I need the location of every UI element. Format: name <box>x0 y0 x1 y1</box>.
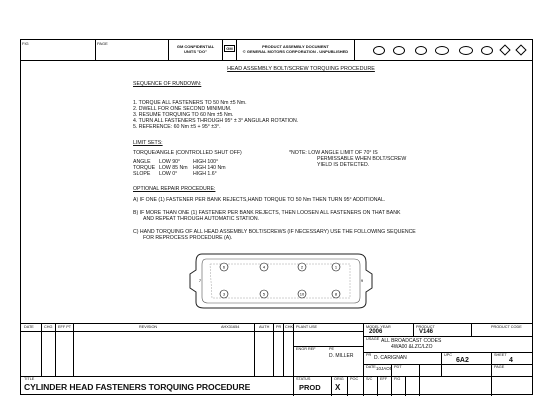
auth-column-label: AUTH <box>259 325 270 329</box>
note-line-1: *NOTE: LOW ANGLE LIMIT OF 70° IS <box>289 150 378 156</box>
divider <box>254 324 255 376</box>
bolt-label-7: 7 <box>198 278 202 283</box>
divider <box>405 376 406 396</box>
title-top-line <box>21 376 532 377</box>
title-label: TITLE <box>24 377 35 381</box>
limit-angle-high: HIGH 100° <box>193 159 219 165</box>
badge-icon-5 <box>459 46 473 55</box>
sheet-label: SHEET <box>494 353 507 357</box>
sheet-value: 4 <box>509 357 513 364</box>
badge-icon-4 <box>435 46 449 55</box>
step-4: 4. TURN ALL FASTENERS THROUGH 95° ± 3° ANGULAR ROTATION. <box>133 118 299 124</box>
procedure-title: HEAD ASSEMBLY BOLT/SCREW TORQUING PROCEDURE <box>227 66 375 72</box>
divider <box>419 364 420 396</box>
upc-value: 6A2 <box>456 357 469 364</box>
date2-value: 10JAO5 <box>376 366 393 371</box>
document-title: CYLINDER HEAD FASTENERS TORQUING PROCEDURE <box>24 382 251 392</box>
bolt-label-2: 2 <box>300 264 304 270</box>
divider <box>491 352 492 396</box>
limit-heading: LIMIT SETS: <box>133 140 163 146</box>
diamond-icon-2 <box>515 44 526 55</box>
bolt-label-10: 10 <box>299 291 305 297</box>
bolt-label-1: 1 <box>334 264 338 270</box>
usage-label: USAGE <box>366 337 380 341</box>
poc-label: POC <box>350 377 359 381</box>
confidential-field <box>169 40 223 60</box>
orig-value: X <box>335 383 341 392</box>
pe-value: D. MILLER <box>329 353 354 359</box>
page-field <box>96 40 169 60</box>
eff-label: EFF <box>380 377 388 381</box>
eff-column-label: EFF PT <box>58 325 72 329</box>
bolt-label-3: 3 <box>222 291 226 297</box>
bolt-label-9: 9 <box>360 278 364 283</box>
pe-label: PE <box>329 347 335 351</box>
note-line-3: YIELD IS DETECTED. <box>317 162 370 168</box>
pr-column-label: PR <box>276 325 282 329</box>
sequence-heading: SEQUENCE OF RUNDOWN: <box>133 81 202 87</box>
confidential-line1: GM CONFIDENTIAL <box>176 44 215 49</box>
usage-line-1: ALL BROADCAST CODES <box>381 338 442 344</box>
badge-icon-1 <box>373 46 385 55</box>
product-doc-copyright: © GENERAL MOTORS CORPORATION - UNPUBLISHED <box>242 49 349 54</box>
model-year-label: MODEL YEAR <box>366 325 391 329</box>
bolt-label-8: 8 <box>334 291 338 297</box>
divider <box>363 324 364 396</box>
divider <box>283 324 284 376</box>
divider <box>273 324 274 376</box>
badge-icon-2 <box>393 46 405 55</box>
limit-subheading: TORQUE/ANGLE (CONTROLLED SHUT OFF) <box>133 150 242 156</box>
model-year-value: 2006 <box>369 329 383 335</box>
fig-label-footer: FIG <box>394 377 401 381</box>
status-label: STATUS <box>296 377 311 381</box>
document-header <box>21 40 532 61</box>
limit-angle-label: ANGLE <box>133 159 151 165</box>
repair-heading: OPTIONAL REPAIR PROCEDURE: <box>133 186 216 192</box>
note-line-2: PERMISSABLE WHEN BOLT/SCREW <box>317 156 407 162</box>
repair-c: C) HAND TORQUING OF ALL HEAD ASSEMBLY BOLT/SCREWS (IF NECESSARY) USE THE FOLLOWING SEQUENCE <box>133 229 416 235</box>
confidential-line2: UNITS "DO" <box>184 49 207 54</box>
chk-column-label: CHK <box>285 325 294 329</box>
orig-label: ORIG <box>334 377 344 381</box>
product-doc-field <box>237 40 355 60</box>
bolt-label-5: 5 <box>262 291 266 297</box>
step-1: 1. TORQUE ALL FASTENERS TO 50 Nm ±5 Nm. <box>133 100 247 106</box>
divider <box>347 376 348 396</box>
product-doc-title: PRODUCT ASSEMBLY DOCUMENT <box>262 44 329 49</box>
fig-label: FIG <box>22 41 29 46</box>
divider <box>363 364 532 365</box>
gm-logo <box>223 40 237 60</box>
gm-logo-text: GM <box>226 46 233 51</box>
divider <box>41 324 42 376</box>
pdt-label: PDT <box>394 365 402 369</box>
limit-angle-low: LOW 90° <box>159 159 181 165</box>
divider <box>55 324 56 376</box>
limit-slope-low: LOW 0° <box>159 171 178 177</box>
page-label: PAGE <box>97 41 108 46</box>
revision-number: AHX31654 <box>221 325 240 329</box>
date2-label: DATE <box>366 365 376 369</box>
divider <box>363 336 532 337</box>
step-5: 5. REFERENCE: 60 Nm ±5 + 95° ±3°. <box>133 124 221 130</box>
limit-torque-high: HIGH 140 Nm <box>193 165 226 171</box>
document-frame <box>20 39 533 395</box>
product-code-label: PRODUCT CODE <box>491 325 522 329</box>
repair-b: B) IF MORE THAN ONE (1) FASTENER PER BANK REJECTS, THEN LOOSEN ALL FASTENERS ON THAT BANK <box>133 210 401 216</box>
cylinder-head-diagram <box>188 250 374 312</box>
fig-field <box>21 40 96 60</box>
pr-by-value: D. CARIGNAN <box>374 355 407 361</box>
bolt-label-4: 4 <box>262 264 266 270</box>
divider <box>331 376 332 396</box>
plant-use-label: PLANT USE <box>296 325 318 329</box>
status-value: PROD <box>299 383 321 392</box>
usage-line-2: 4WA00 &LZC/LZO <box>391 344 433 350</box>
product-label: PRODUCT <box>416 325 435 329</box>
step-3: 3. RESUME TORQUING TO 60 Nm ±5 Nm. <box>133 112 234 118</box>
date-column-label: DATE <box>24 325 34 329</box>
title-block <box>21 323 532 395</box>
page-label-footer: PAGE <box>494 365 505 369</box>
divider <box>293 324 294 396</box>
badge-strip <box>355 40 532 61</box>
badge-icon-6 <box>481 46 493 55</box>
upc-label: UPC <box>444 353 453 357</box>
divider <box>413 324 414 336</box>
limit-slope-high: HIGH 1.6° <box>193 171 217 177</box>
divider <box>441 352 442 376</box>
limit-torque-label: TORQUE <box>133 165 156 171</box>
pr-by-label: PR <box>366 353 372 357</box>
badge-icon-3 <box>415 46 427 55</box>
step-2: 2. DWELL FOR ONE SECOND MINIMUM. <box>133 106 232 112</box>
bolt-circles <box>220 263 340 298</box>
divider <box>73 324 74 376</box>
product-value: V146 <box>419 329 434 335</box>
engr-ref-label: ENGR REF <box>296 347 316 351</box>
divider <box>391 376 392 396</box>
repair-c-continued: FOR REPROCESS PROCEDURE (A). <box>143 235 233 241</box>
repair-a: A) IF ONE (1) FASTENER PER BANK REJECTS,HAND TORQUE TO 50 Nm THEN TURN 95° ADDITIONAL. <box>133 197 386 203</box>
diamond-icon-1 <box>499 44 510 55</box>
limit-slope-label: SLOPE <box>133 171 151 177</box>
divider <box>471 324 472 336</box>
sc-label: S/C <box>366 377 373 381</box>
limit-torque-low: LOW 85 Nm <box>159 165 188 171</box>
revision-column-label: REVISION <box>139 325 158 329</box>
bolt-label-6: 6 <box>222 264 226 270</box>
divider <box>377 376 378 396</box>
chg-column-label: CHG <box>44 325 53 329</box>
repair-b-continued: AND REPEAT THROUGH AUTOMATIC STATION. <box>143 216 260 222</box>
